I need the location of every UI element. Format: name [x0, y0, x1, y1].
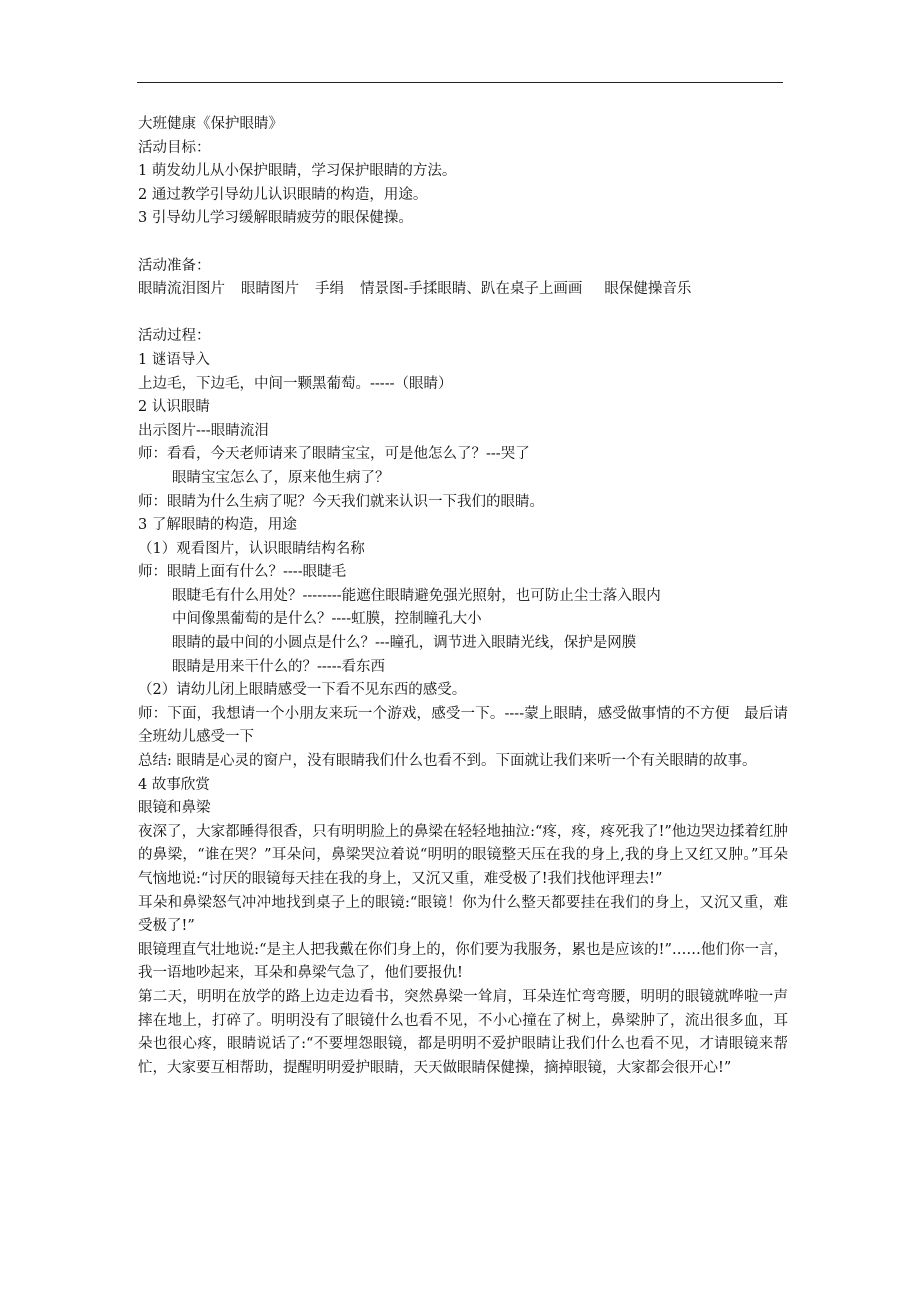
dialogue-line: 眼睛宝宝怎么了，原来他生病了？ — [172, 469, 390, 486]
process-step: 2 认识眼睛 — [138, 399, 210, 416]
dialogue-line: 师：眼睛为什么生病了呢？今天我们就来认识一下我们的眼睛。 — [138, 493, 544, 510]
document-body — [138, 113, 788, 1080]
story-title: 眼镜和鼻梁 — [138, 800, 211, 817]
preparation-item: 手绢 — [315, 281, 344, 298]
preparation-item: 眼睛流泪图片 — [138, 281, 225, 298]
dialogue-line: 师：看看，今天老师请来了眼睛宝宝，可是他怎么了？---哭了 — [138, 446, 530, 463]
dialogue-line: 师：眼睛上面有什么？----眼睫毛 — [138, 564, 347, 581]
process-substep: （1）观看图片，认识眼睛结构名称 — [138, 540, 365, 557]
preparation-item: 眼保健操音乐 — [604, 281, 692, 298]
dialogue-paragraph: 师：下面，我想请一个小朋友来玩一个游戏，感受一下。----蒙上眼睛，感受做事情的不方便 最后请全班幼儿感受一下 — [138, 705, 788, 746]
process-step: 3 了解眼睛的构造，用途 — [138, 517, 297, 534]
header-rule — [137, 82, 783, 83]
preparation-list — [138, 278, 788, 302]
dialogue-line: 眼睫毛有什么用处？--------能遮住眼睛避免强光照射，也可防止尘士落入眼内 — [172, 587, 661, 604]
process-step: 1 谜语导入 — [138, 351, 210, 368]
summary-paragraph: 总结: 眼睛是心灵的窗户，没有眼睛我们什么也看不到。下面就让我们来听一个有关眼睛的故事。 — [138, 753, 757, 770]
process-substep: （2）请幼儿闭上眼睛感受一下看不见东西的感受。 — [138, 682, 467, 699]
story-paragraph: 耳朵和鼻梁怒气冲冲地找到桌子上的眼镜:“眼镜！你为什么整天都要挂在我们的身上，又沉又重，难受极了!” — [138, 894, 788, 935]
blank-line — [138, 231, 788, 255]
dialogue-line: 眼睛的最中间的小圆点是什么？---瞳孔，调节进入眼睛光线，保护是网膜 — [172, 635, 637, 652]
story-paragraph: 第二天，明明在放学的路上边走边看书，突然鼻梁一耸肩，耳朵连忙弯弯腰，明明的眼镜就哗啦一声摔在地上，打碎了。明明没有了眼镜什么也看不见，不小心撞在了树上，鼻梁肿了，流出很多血，耳朵也很心疼，眼睛说话了:“不要埋怨眼镜，都是明明不爱护眼睛让我们什么也看不见，才请眼镜来帮忙，大家要互相帮助，提醒明明爱护眼睛，天天做眼睛保健操，摘掉眼镜，大家都会很开心!” — [138, 988, 788, 1076]
preparation-item: 眼睛图片 — [241, 281, 299, 298]
dialogue-line: 中间像黑葡萄的是什么？----虹膜，控制瞳孔大小 — [172, 611, 482, 628]
goals-heading: 活动目标： — [138, 139, 211, 156]
goal-item: 3 引导幼儿学习缓解眼睛疲劳的眼保健操。 — [138, 210, 413, 227]
process-heading: 活动过程： — [138, 328, 211, 345]
preparation-heading: 活动准备： — [138, 257, 211, 274]
story-paragraph: 夜深了，大家都睡得很香，只有明明脸上的鼻梁在轻轻地抽泣:“疼，疼，疼死我了!”他边哭边揉着红肿的鼻梁，“谁在哭？”耳朵问，鼻梁哭泣着说“明明的眼镜整天压在我的身上,我的身上又红又肿。”耳朵气恼地说:“讨厌的眼镜每天挂在我的身上，又沉又重，难受极了!我们找他评理去!” — [138, 823, 788, 887]
preparation-item: 情景图-手揉眼睛、趴在桌子上画画 — [360, 281, 583, 298]
process-line: 出示图片---眼睛流泪 — [138, 422, 269, 439]
goal-item: 1 萌发幼儿从小保护眼睛，学习保护眼睛的方法。 — [138, 163, 457, 180]
process-step: 4 故事欣赏 — [138, 776, 210, 793]
story-paragraph: 眼镜理直气壮地说:“是主人把我戴在你们身上的，你们要为我服务，累也是应该的!”……他们你一言，我一语地吵起来，耳朵和鼻梁气急了，他们要报仇! — [138, 941, 788, 982]
blank-line — [138, 302, 788, 326]
document-title: 大班健康《保护眼睛》 — [138, 116, 283, 132]
riddle-line: 上边毛，下边毛，中间一颗黑葡萄。-----（眼睛） — [138, 375, 453, 392]
dialogue-line: 眼睛是用来干什么的？-----看东西 — [172, 658, 385, 675]
goal-item: 2 通过教学引导幼儿认识眼睛的构造，用途。 — [138, 186, 428, 203]
